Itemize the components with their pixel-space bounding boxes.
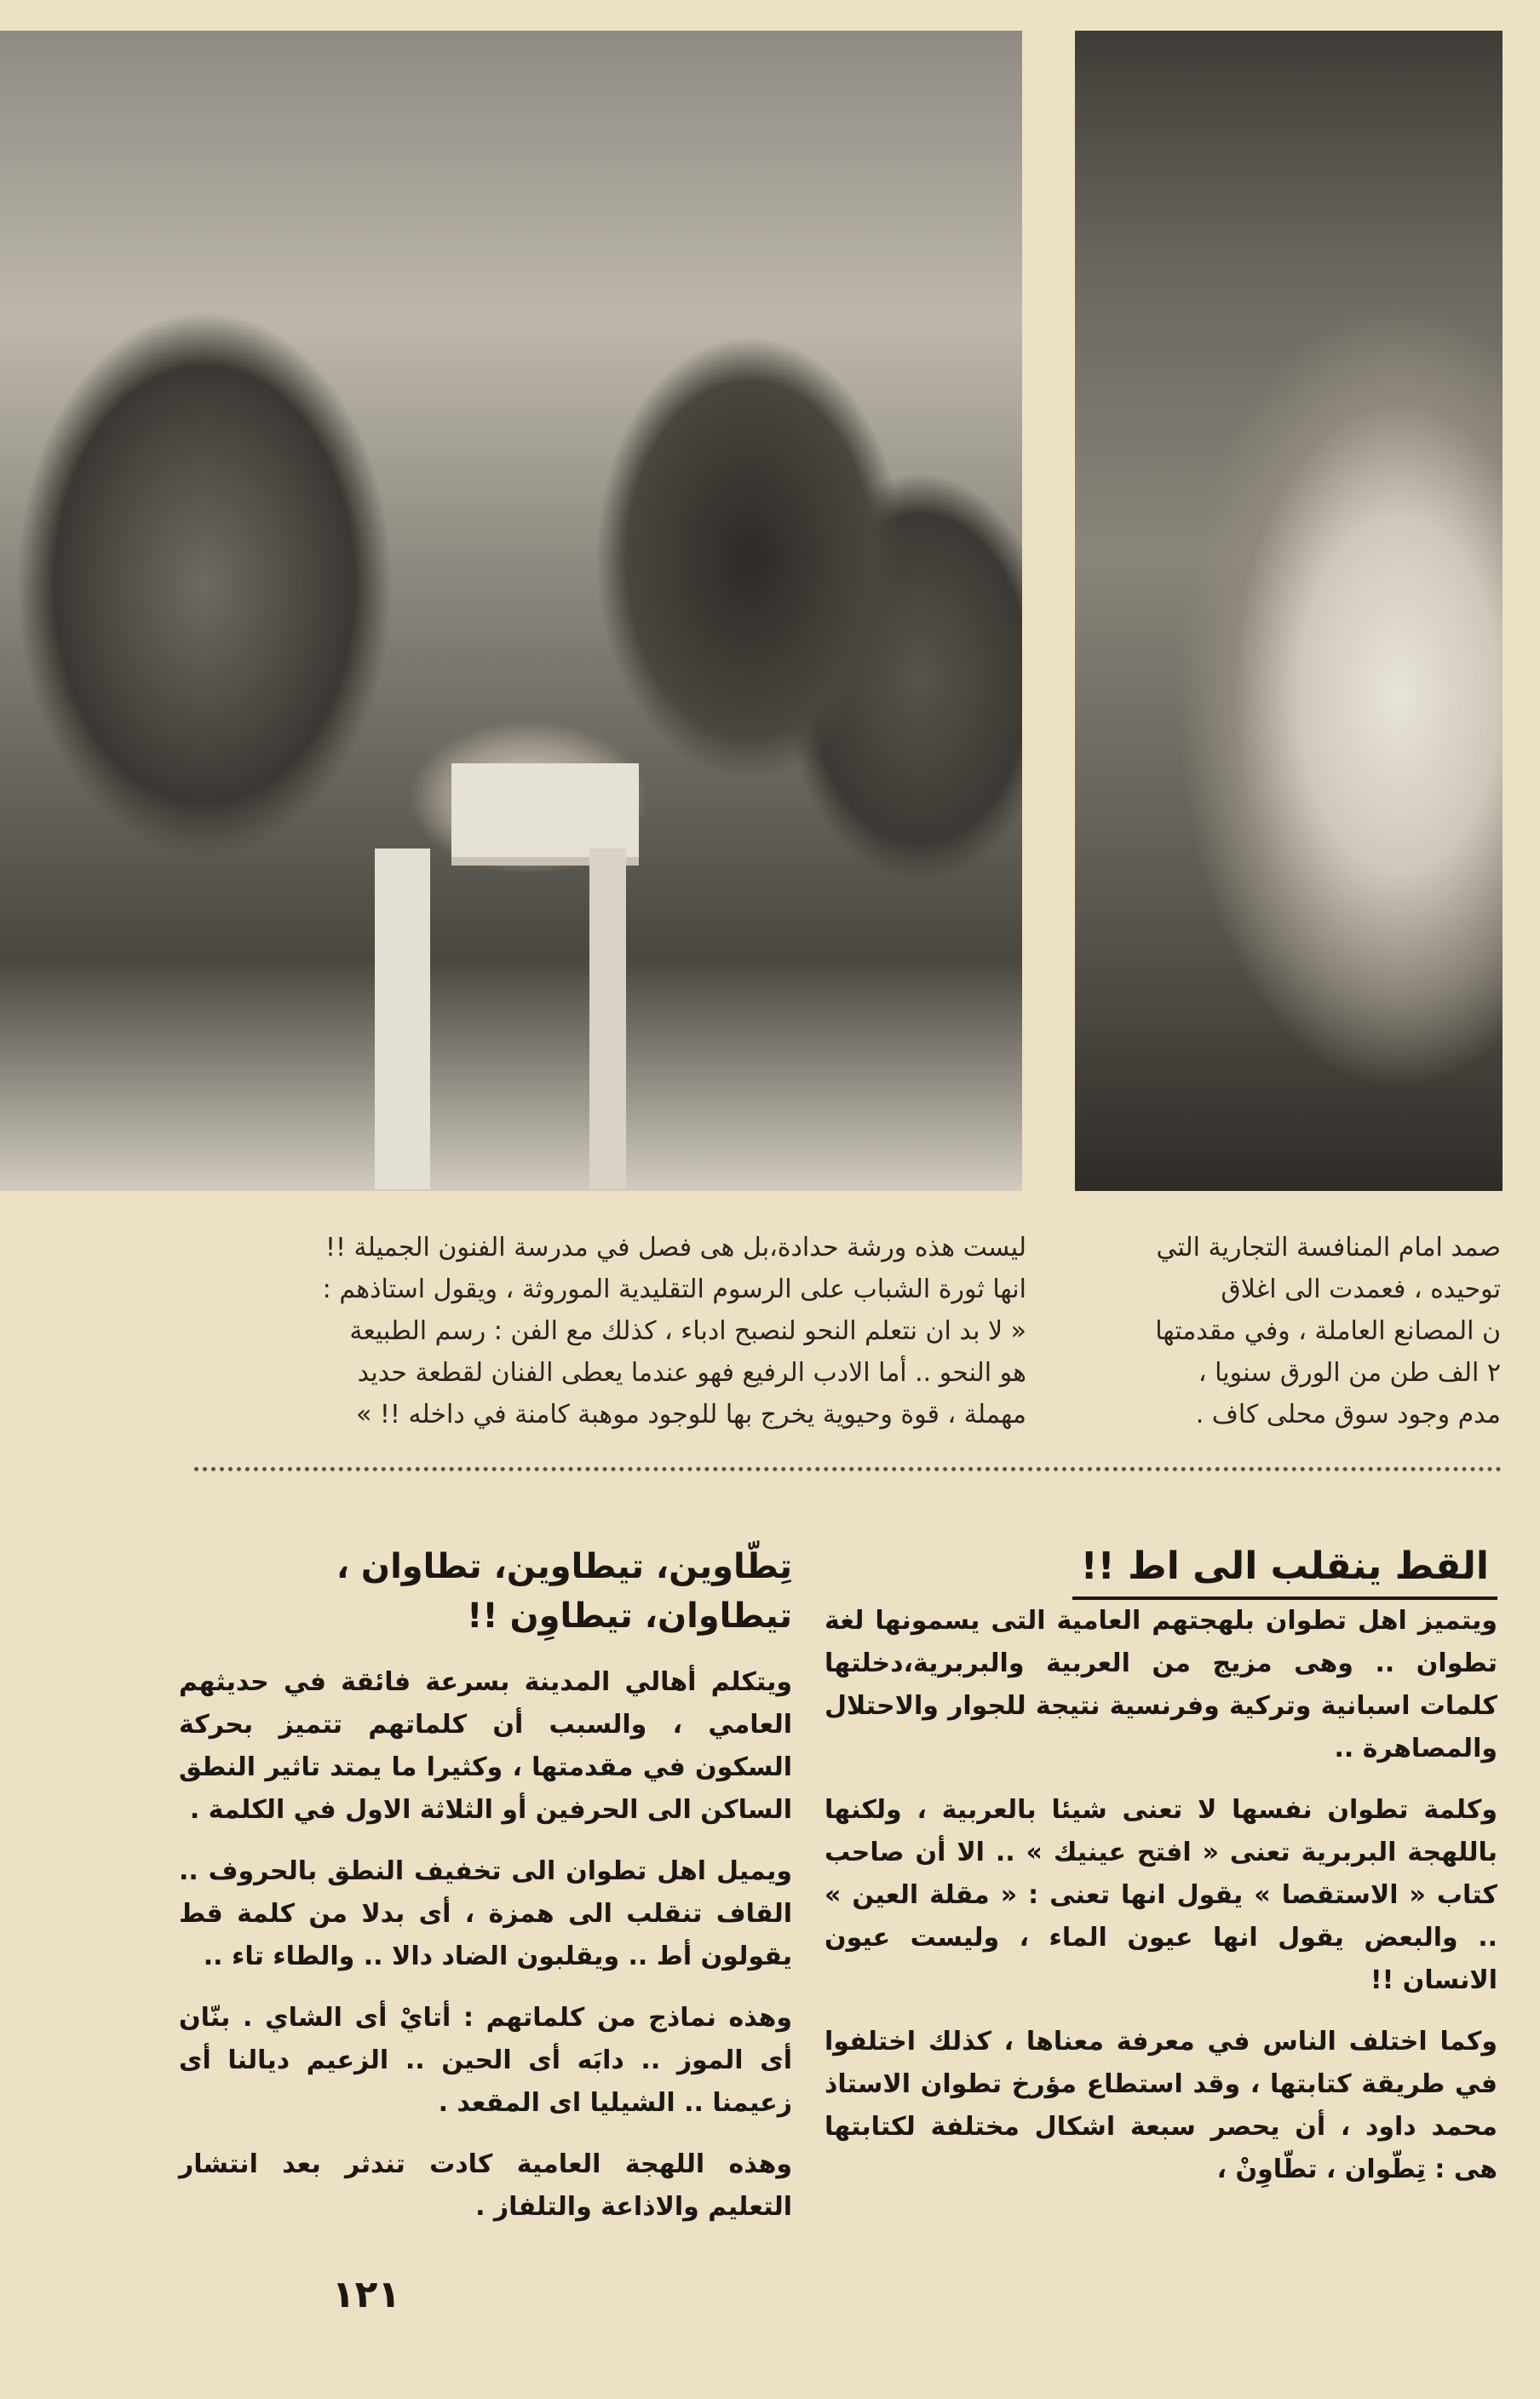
caption-line: « لا بد ان نتعلم النحو لنصبح ادباء ، كذلك مع الفن : رسم الطبيعة <box>349 1316 1026 1346</box>
heading-text: القط ينقلب الى اط !! <box>1072 1542 1497 1600</box>
caption-line: انها ثورة الشباب على الرسوم التقليدية الموروثة ، ويقول استاذهم : <box>322 1274 1026 1304</box>
paragraph: ويتكلم أهالي المدينة بسرعة فائقة في حديثهم العامي ، والسبب أن كلماتهم تتميز بحركة السكون في مقدمتها ، وكثيرا ما يمتد تاثير النطق الساكن الى الحرفين أو الثلاثة الاول في الكلمة . <box>179 1667 792 1825</box>
paragraph: وهذه اللهجة العامية كادت تندثر بعد انتشار التعليم والاذاعة والتلفاز . <box>179 2149 792 2222</box>
paragraph: ويتميز اهل تطوان بلهجتهم العامية التى يسمونها لغة تطوان .. وهى مزيج من العربية والبربرية،دخلتها كلمات اسبانية وتركية وفرنسية نتيجة للجوار والاحتلال والمصاهرة .. <box>825 1606 1497 1763</box>
article-column-right <box>825 1542 1497 2210</box>
wooden-stool <box>375 849 681 1189</box>
section-heading: تِطّاوين، تيطاوين، تطاوان ، تيطاوان، تيطاوِن !! <box>336 1547 792 1636</box>
caption-line: صمد امام المنافسة التجارية التي <box>1156 1233 1501 1263</box>
caption-line: ليست هذه ورشة حدادة،بل هى فصل في مدرسة الفنون الجميلة !! <box>325 1233 1026 1263</box>
caption-line: ٢ الف طن من الورق سنويا ، <box>1198 1358 1501 1388</box>
paragraph: وكما اختلف الناس في معرفة معناها ، كذلك اختلفوا في طريقة كتابتها ، وقد استطاع مؤرخ تطوان الاستاذ محمد داود ، أن يحصر سبعة اشكال مختلفة لكتابتها هى : تِطّوان ، تطّاوِنْ ، <box>825 2027 1497 2184</box>
paragraph: ويميل اهل تطوان الى تخفيف النطق بالحروف .. القاف تنقلب الى همزة ، أى بدلا من كلمة قط يقولون أط .. ويقلبون الضاد دالا .. والطاء تاء .. <box>179 1856 792 1971</box>
caption-line: هو النحو .. أما الادب الرفيع فهو عندما يعطى الفنان لقطعة حديد <box>357 1358 1026 1388</box>
workshop-caption <box>175 1227 1026 1435</box>
workshop-photo <box>0 31 1022 1191</box>
sculpture-block <box>451 763 639 857</box>
paper-caption <box>1126 1227 1501 1435</box>
caption-line: ن المصانع العاملة ، وفي مقدمتها <box>1155 1316 1501 1346</box>
caption-line: مدم وجود سوق محلى كاف . <box>1195 1400 1501 1430</box>
paper-roll-photo <box>1075 31 1503 1191</box>
paragraph: وهذه نماذج من كلماتهم : أتايْ أى الشاي . بنّان أى الموز .. دابَه أى الحين .. الزعيم ديالنا أى زعيمنا .. الشيليا اى المقعد . <box>179 2003 792 2118</box>
page-number: ١٢١ <box>331 2273 401 2316</box>
caption-line: مهملة ، قوة وحيوية يخرج بها للوجود موهبة كامنة في داخله !! » <box>355 1400 1026 1430</box>
dotted-divider <box>194 1467 1502 1471</box>
caption-line: توحيده ، فعمدت الى اغلاق <box>1221 1274 1501 1304</box>
paragraph: وكلمة تطوان نفسها لا تعنى شيئا بالعربية ، ولكنها باللهجة البربرية تعنى « افتح عينيك » .. الا أن صاحب كتاب « الاستقصا » يقول انها تعنى : « مقلة العين » .. والبعض يقول انها عيون الماء ، وليست عيون الانسان !! <box>825 1795 1497 1995</box>
article-column-left <box>179 1542 792 2247</box>
